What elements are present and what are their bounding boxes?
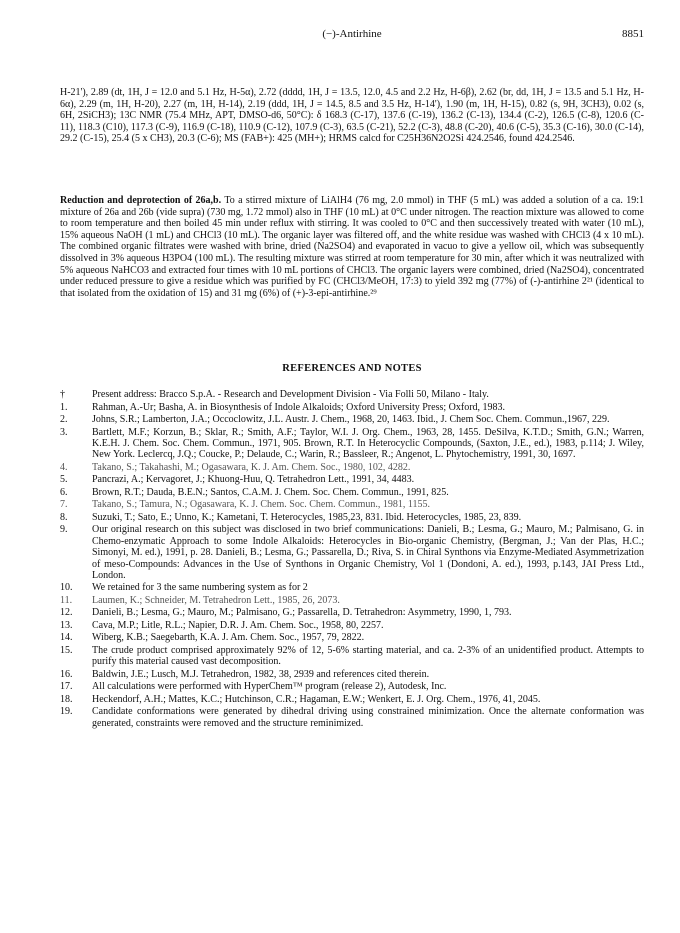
reference-number: 11. xyxy=(60,594,73,606)
reference-text: Danieli, B.; Lesma, G.; Mauro, M.; Palmisano, G.; Passarella, D. Tetrahedron: Asymmetry, 1990, 1, 793. xyxy=(92,607,512,619)
procedure-title: Reduction and deprotection of 26a,b. xyxy=(60,195,222,206)
reference-item xyxy=(60,499,644,510)
experimental-data-continued: H-21'), 2.89 (dt, 1H, J = 12.0 and 5.1 Hz, H-5α), 2.72 (dddd, 1H, J = 13.5, 12.0, 4.5 and 2.2 Hz, H-6β), 2.62 (br, dd, 1H, J = 13.5 and 5.1 Hz, H-6α), 2.29 (m, 1H, H-20), 2.27 (m, 1H, H-14), 2.19 (ddd, 1H, J = 14.5, 8.5 and 3.5 Hz, H-14'), 1.90 (m, 1H, H-15), 0.82 (s, 9H, 3CH3), 0.02 (s, 6H, 2SiCH3); 13C NMR (75.4 MHz, APT, DMSO-d6, 50°C): δ 168.3 (C-17), 137.6 (C-19), 136.2 (C-13), 134.4 (C-2), 126.5 (C-8), 120.6 (C-11), 118.3 (C10), 117.3 (C-9), 116.9 (C-18), 110.9 (C-12), 107.9 (C-3), 63.5 (C-21), 52.2 (C-3), 48.8 (C-20), 40.6 (C-5), 35.3 (C-16), 30.0 (C-14), 29.2 (C-15), 25.4 (5 x CH3), 20.3 (C-6); MS (FAB+): 425 (MH+); HRMS calcd for C25H36N2O2Si 424.2546, found 424.2546. xyxy=(60,87,644,145)
reference-item xyxy=(60,487,644,498)
procedure-paragraph xyxy=(60,195,644,299)
reference-text: We retained for 3 the same numbering system as for 2 xyxy=(92,582,308,594)
reference-item xyxy=(60,620,644,631)
reference-item xyxy=(60,402,644,413)
reference-item xyxy=(60,669,644,680)
reference-item xyxy=(60,427,644,461)
reference-number: 5. xyxy=(60,474,68,486)
reference-text: Heckendorf, A.H.; Mattes, K.C.; Hutchinson, C.R.; Hagaman, E.W.; Wenkert, E. J. Org. Chem., 1976, 41, 2045. xyxy=(92,693,541,705)
reference-item xyxy=(60,512,644,523)
reference-number: 4. xyxy=(60,461,68,473)
reference-number: † xyxy=(60,389,65,400)
procedure-body: To a stirred mixture of LiAlH4 (76 mg, 2.0 mmol) in THF (5 mL) was added a solution of a ca. 19:1 mixture of 26a and 26b (vide supra) (730 mg, 1.72 mmol) also in THF (10 mL) at 0°C under nitrogen. The reaction mixture was allowed to come to room temperature and then boiled 45 min under reflux with stirring. It was cooled to 0°C and then successively treated with water (10 mL), 15% aqueous NaOH (1 mL) and CHCl3 (10 mL). The organic layer was filtered off, and the white residue was washed with CHCl3 (4 x 10 mL). The combined organic filtrates were washed with brine, dried (Na2SO4) and evaporated in vacuo to give a yellow oil, which was subsequently dissolved in 3% aqueous H3PO4 (100 mL). The resulting mixture was stirred at room temperature for 30 min, after which it was neutralized with 5% aqueous NaHCO3 and extracted four times with 10 mL portions of CHCl3. The organic layers were combined, dried (Na2SO4), concentrated under reduced pressure to give a residue which was purified by FC (CHCl3/MeOH, 17:3) to yield 392 mg (77%) of (-)-antirhine 2²¹ (identical to that isolated from the oxidation of 15) and 31 mg (6%) of (+)-3-epi-antirhine.²⁹ xyxy=(60,195,645,299)
reference-number: 6. xyxy=(60,486,68,498)
reference-item xyxy=(60,474,644,485)
reference-item xyxy=(60,706,644,729)
reference-text: Wiberg, K.B.; Saegebarth, K.A. J. Am. Chem. Soc., 1957, 79, 2822. xyxy=(92,632,365,644)
reference-number: 9. xyxy=(60,524,68,536)
reference-text: Suzuki, T.; Sato, E.; Unno, K.; Kametani, T. Heterocycles, 1985,23, 831. Ibid. Heterocycles, 1985, 23, 839. xyxy=(92,511,522,523)
references-list xyxy=(60,389,644,730)
reference-item xyxy=(60,681,644,692)
reference-number: 12. xyxy=(60,607,73,619)
reference-text: Candidate conformations were generated by dihedral driving using constrained minimization. Once the alternate conformation was generated, constraints were removed and the structure reminimized. xyxy=(92,706,644,729)
reference-item xyxy=(60,389,644,400)
reference-text: Pancrazi, A.; Kervagoret, J.; Khuong-Huu, Q. Tetrahedron Lett., 1991, 34, 4483. xyxy=(92,474,415,486)
reference-text: The crude product comprised approximately 92% of 12, 5-6% starting material, and ca. 2-3% of an unidentified product. Attempts to purify this material caused vast decomposition. xyxy=(92,644,644,668)
reference-item xyxy=(60,582,644,593)
reference-number: 2. xyxy=(60,414,68,425)
reference-text: Takano, S.; Takahashi, M.; Ogasawara, K. J. Am. Chem. Soc., 1980, 102, 4282. xyxy=(92,461,411,473)
reference-text: Takano, S.; Tamura, N.; Ogasawara, K. J. Chem. Soc. Chem. Commun., 1981, 1155. xyxy=(92,499,431,511)
reference-text: Brown, R.T.; Dauda, B.E.N.; Santos, C.A.M. J. Chem. Soc. Chem. Commun., 1991, 825. xyxy=(92,486,449,498)
reference-number: 16. xyxy=(60,668,73,680)
reference-text: Rahman, A.-Ur; Basha, A. in Biosynthesis of Indole Alkaloids; Oxford University Press; Oxford, 1983. xyxy=(92,401,506,413)
reference-number: 13. xyxy=(60,619,73,631)
reference-number: 18. xyxy=(60,693,73,705)
reference-number: 1. xyxy=(60,401,68,413)
reference-text: All calculations were performed with HyperChem™ program (release 2), Autodesk, Inc. xyxy=(92,681,447,693)
reference-number: 8. xyxy=(60,511,68,523)
reference-item xyxy=(60,524,644,581)
reference-number: 15. xyxy=(60,644,73,656)
reference-number: 10. xyxy=(60,582,73,594)
reference-item xyxy=(60,607,644,618)
reference-item xyxy=(60,595,644,606)
reference-number: 17. xyxy=(60,681,73,693)
reference-item xyxy=(60,414,644,425)
reference-text: Laumen, K.; Schneider, M. Tetrahedron Lett., 1985, 26, 2073. xyxy=(92,594,340,606)
reference-text: Bartlett, M.F.; Korzun, B.; Sklar, R.; Smith, A.F.; Taylor, W.I. J. Org. Chem., 1963, 28, 1455. DeSilva, K.T.D.; Smith, G.N.; Warren, K.E.H. J. Chem. Soc. Chem. Commun., 1971, 905. Brown, R.T. In Heterocyclic Compounds, (Saxton, J.E., ed.), 1983, p.114; J. Wiley, New York. Leclercq, J.Q.; Coucke, P.; Delaude, C.; Warin, R.; Bassleer, R.; Angenot, L. Phytochemistry, 1991, 30, 1697. xyxy=(92,426,644,461)
running-title: (−)-Antirhine xyxy=(322,28,382,40)
reference-number: 19. xyxy=(60,706,73,718)
running-head xyxy=(60,28,644,44)
reference-text: Baldwin, J.E.; Lusch, M.J. Tetrahedron, 1982, 38, 2939 and references cited therein. xyxy=(92,668,430,680)
reference-text: Cava, M.P.; Litle, R.L.; Napier, D.R. J. Am. Chem. Soc., 1958, 80, 2257. xyxy=(92,619,384,631)
reference-item xyxy=(60,462,644,473)
reference-text: Present address: Bracco S.p.A. - Research and Development Division - Via Folli 50, Milano - Italy. xyxy=(92,389,489,400)
reference-item xyxy=(60,645,644,668)
reference-number: 3. xyxy=(60,426,68,438)
reference-text: Our original research on this subject was disclosed in two brief communications: Danieli, B.; Lesma, G.; Mauro, M.; Palmisano, G. in Chemo-enzymatic Approach to some Indole Alkaloids: Heterocycles in Bio-organic Chemistry, (Bergman, J.; Van der Plas, H.C.; Simonyi, M. ed.), 1991, p. 28. Danieli, B.; Lesma, G.; Passarella, D.; Riva, S. in Chiral Synthons via Enzyme-Mediated Asymmetrization of meso-Compounds: Advances in the Use of Synthons in Organic Chemistry, Vol 1 (Dondoni, A. ed.), 1993, p.143, JAI Press Ltd., London. xyxy=(92,524,644,581)
page-number: 8851 xyxy=(622,28,644,40)
reference-number: 7. xyxy=(60,499,68,511)
references-heading: REFERENCES AND NOTES xyxy=(282,363,422,374)
reference-item xyxy=(60,694,644,705)
reference-number: 14. xyxy=(60,632,73,644)
reference-text: Johns, S.R.; Lamberton, J.A.; Occoclowitz, J.L. Austr. J. Chem., 1968, 20, 1463. Ibid., J. Chem Soc. Chem. Commun.,1967, 229. xyxy=(92,414,610,425)
reference-item xyxy=(60,632,644,643)
